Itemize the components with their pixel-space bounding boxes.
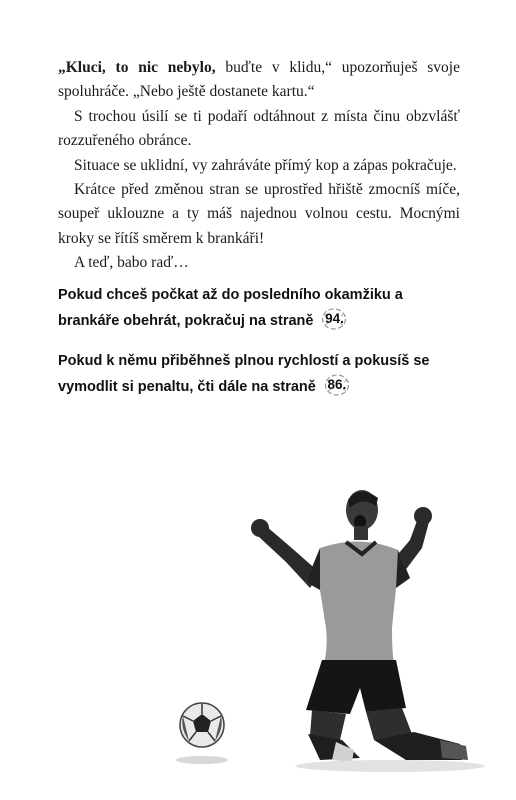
story-paragraph-5: A teď, babo raď… — [74, 254, 189, 272]
page-number-86: 86. — [327, 376, 347, 392]
page-link-94[interactable] — [321, 308, 349, 330]
soccer-ball-icon — [176, 703, 228, 764]
choice-option-2[interactable] — [58, 349, 460, 399]
story-dialogue-bold: „Kluci, to nic nebylo, — [58, 59, 216, 76]
page-number-94: 94. — [325, 310, 344, 326]
choice-option-1[interactable] — [58, 283, 460, 333]
choice-1-text: Pokud chceš počkat až do posledního okamžiku a brankáře obehrát, pokračuj na straně — [58, 287, 403, 329]
story-paragraph-1 — [58, 56, 460, 105]
footballer-figure — [251, 490, 485, 772]
story-text — [58, 56, 460, 276]
page-link-86[interactable] — [324, 374, 352, 396]
story-paragraph-1-rest: buďte v klidu,“ upozorňuješ svoje spoluhráče. „Nebo ještě dostanete kartu.“ — [58, 59, 460, 101]
story-paragraph-2: S trochou úsilí se ti podaří odtáhnout z místa činu obzvlášť rozzuřeného obránce. — [58, 107, 460, 150]
choice-2-text: Pokud k němu přiběhneš plnou rychlostí a pokusíš se vymodlit si penaltu, čti dále na straně — [58, 353, 430, 395]
story-paragraph-3: Situace se uklidní, vy zahráváte přímý kop a zápas pokračuje. — [74, 156, 457, 174]
story-paragraph-4: Krátce před změnou stran se uprostřed hřiště zmocníš míče, soupeř uklouzne a ty máš najednou volnou cestu. Mocnými kroky se řítíš směrem k brankáři! — [58, 181, 460, 247]
celebrating-footballer-image — [170, 478, 490, 778]
